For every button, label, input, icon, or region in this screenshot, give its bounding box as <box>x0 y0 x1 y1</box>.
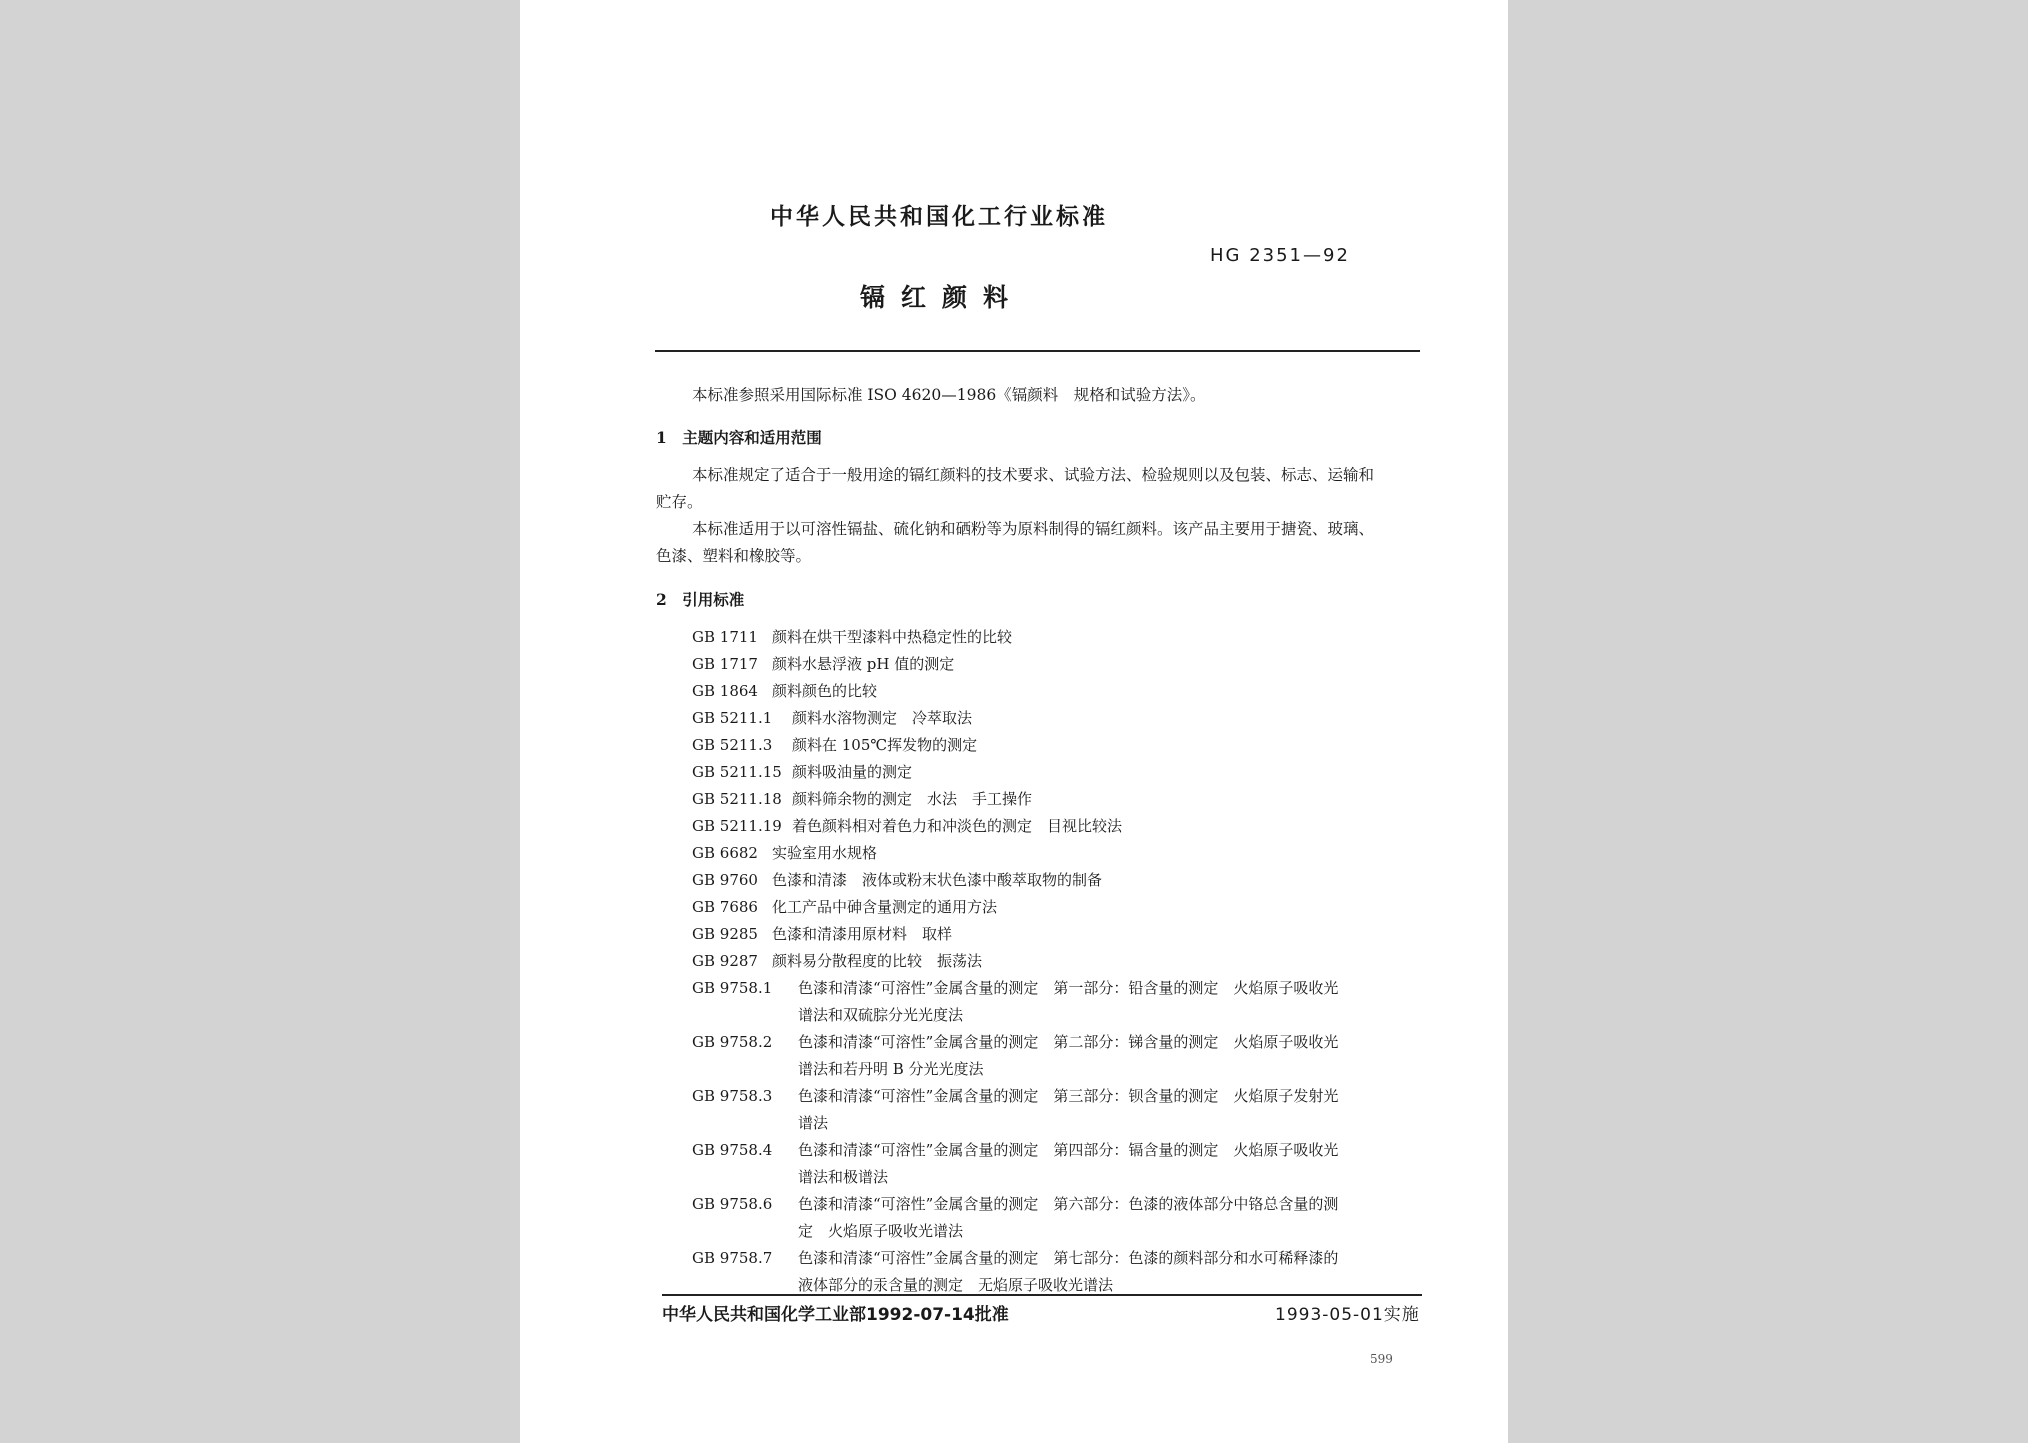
reference-code: GB 7686 <box>692 898 758 916</box>
reference-code: GB 1717 <box>692 655 758 673</box>
reference-title-line-1: 色漆和清漆“可溶性”金属含量的测定 第三部分：钡含量的测定 火焰原子发射光 <box>798 1087 1339 1105</box>
reference-title: 色漆和清漆用原材料 取样 <box>772 925 953 943</box>
reference-item <box>692 678 877 705</box>
reference-code: GB 6682 <box>692 844 758 862</box>
reference-code: GB 9758.1 <box>692 979 773 997</box>
reference-title-line-2: 液体部分的汞含量的测定 无焰原子吸收光谱法 <box>798 1276 1114 1294</box>
standard-code: HG 2351—92 <box>1210 245 1350 266</box>
reference-item <box>692 1029 1338 1056</box>
reference-title: 颜料水悬浮液 pH 值的测定 <box>772 655 955 673</box>
reference-title: 化工产品中砷含量测定的通用方法 <box>772 898 998 916</box>
reference-code: GB 9285 <box>692 925 758 943</box>
reference-item <box>692 948 982 975</box>
reference-title-line-1: 色漆和清漆“可溶性”金属含量的测定 第一部分：铅含量的测定 火焰原子吸收光 <box>798 979 1339 997</box>
reference-title-line-2: 定 火焰原子吸收光谱法 <box>798 1222 964 1240</box>
reference-title-line-2: 谱法和极谱法 <box>798 1168 889 1186</box>
reference-item <box>692 786 1032 813</box>
issuing-organization: 中华人民共和国化工行业标准 <box>770 204 1108 230</box>
reference-code: GB 5211.15 <box>692 763 782 781</box>
reference-code: GB 9758.2 <box>692 1033 773 1051</box>
reference-title-line-1: 色漆和清漆“可溶性”金属含量的测定 第七部分：色漆的颜料部分和水可稀释漆的 <box>798 1249 1339 1267</box>
reference-item <box>692 1083 1338 1110</box>
reference-item <box>692 894 997 921</box>
reference-title: 实验室用水规格 <box>772 844 878 862</box>
document-page <box>520 0 1508 1443</box>
reference-title: 颜料颜色的比较 <box>772 682 878 700</box>
reference-code: GB 5211.18 <box>692 790 782 808</box>
reference-code: GB 5211.19 <box>692 817 782 835</box>
section-1-heading: 1 主题内容和适用范围 <box>656 428 822 447</box>
reference-title: 色漆和清漆 液体或粉末状色漆中酸萃取物的制备 <box>772 871 1103 889</box>
footer-divider <box>662 1294 1422 1296</box>
reference-item <box>692 1245 1338 1272</box>
reference-code: GB 9758.3 <box>692 1087 773 1105</box>
reference-item <box>692 975 1338 1002</box>
reference-code: GB 5211.3 <box>692 736 773 754</box>
reference-title-line-2: 谱法和双硫腙分光光度法 <box>798 1006 964 1024</box>
section-2-heading: 2 引用标准 <box>656 590 745 609</box>
reference-code: GB 9758.6 <box>692 1195 773 1213</box>
document-title: 镉红颜料 <box>860 283 1025 312</box>
section-1-para-2-line-1: 本标准适用于以可溶性镉盐、硫化钠和硒粉等为原料制得的镉红颜料。该产品主要用于搪瓷、玻璃、 <box>692 520 1375 538</box>
reference-title-line-2: 谱法 <box>798 1114 829 1132</box>
reference-item <box>692 840 877 867</box>
page-number: 599 <box>1370 1352 1393 1366</box>
reference-item <box>692 1137 1338 1164</box>
reference-title: 颜料在 105℃挥发物的测定 <box>792 736 978 754</box>
reference-title-line-1: 色漆和清漆“可溶性”金属含量的测定 第四部分：镉含量的测定 火焰原子吸收光 <box>798 1141 1339 1159</box>
reference-item <box>692 1191 1338 1218</box>
reference-code: GB 5211.1 <box>692 709 773 727</box>
intro-paragraph: 本标准参照采用国际标准 ISO 4620—1986《镉颜料 规格和试验方法》。 <box>692 386 1206 404</box>
reference-code: GB 1864 <box>692 682 758 700</box>
reference-title: 颜料筛余物的测定 水法 手工操作 <box>792 790 1033 808</box>
section-1-para-1-line-1: 本标准规定了适合于一般用途的镉红颜料的技术要求、试验方法、检验规则以及包装、标志、运输和 <box>692 466 1375 484</box>
reference-title: 颜料吸油量的测定 <box>792 763 913 781</box>
reference-title: 颜料在烘干型漆料中热稳定性的比较 <box>772 628 1013 646</box>
effective-date: 1993-05-01实施 <box>1275 1305 1420 1325</box>
reference-title: 颜料水溶物测定 冷萃取法 <box>792 709 973 727</box>
reference-title: 颜料易分散程度的比较 振荡法 <box>772 952 983 970</box>
reference-item <box>692 732 977 759</box>
reference-code: GB 9760 <box>692 871 758 889</box>
reference-title-line-2: 谱法和若丹明 B 分光光度法 <box>798 1060 984 1078</box>
reference-item <box>692 921 952 948</box>
reference-code: GB 1711 <box>692 628 758 646</box>
reference-code: GB 9758.7 <box>692 1249 773 1267</box>
approval-line: 中华人民共和国化学工业部1992-07-14批准 <box>662 1305 1009 1325</box>
reference-code: GB 9287 <box>692 952 758 970</box>
reference-item <box>692 651 954 678</box>
section-1-para-2-line-2: 色漆、塑料和橡胶等。 <box>656 547 812 565</box>
reference-item <box>692 624 1012 651</box>
reference-title: 着色颜料相对着色力和冲淡色的测定 目视比较法 <box>792 817 1123 835</box>
reference-title-line-1: 色漆和清漆“可溶性”金属含量的测定 第二部分：锑含量的测定 火焰原子吸收光 <box>798 1033 1339 1051</box>
reference-title-line-1: 色漆和清漆“可溶性”金属含量的测定 第六部分：色漆的液体部分中铬总含量的测 <box>798 1195 1339 1213</box>
reference-item <box>692 705 972 732</box>
reference-code: GB 9758.4 <box>692 1141 773 1159</box>
reference-item <box>692 867 1102 894</box>
header-divider <box>655 350 1420 352</box>
reference-item <box>692 759 912 786</box>
section-1-para-1-line-2: 贮存。 <box>656 493 703 511</box>
reference-item <box>692 813 1122 840</box>
